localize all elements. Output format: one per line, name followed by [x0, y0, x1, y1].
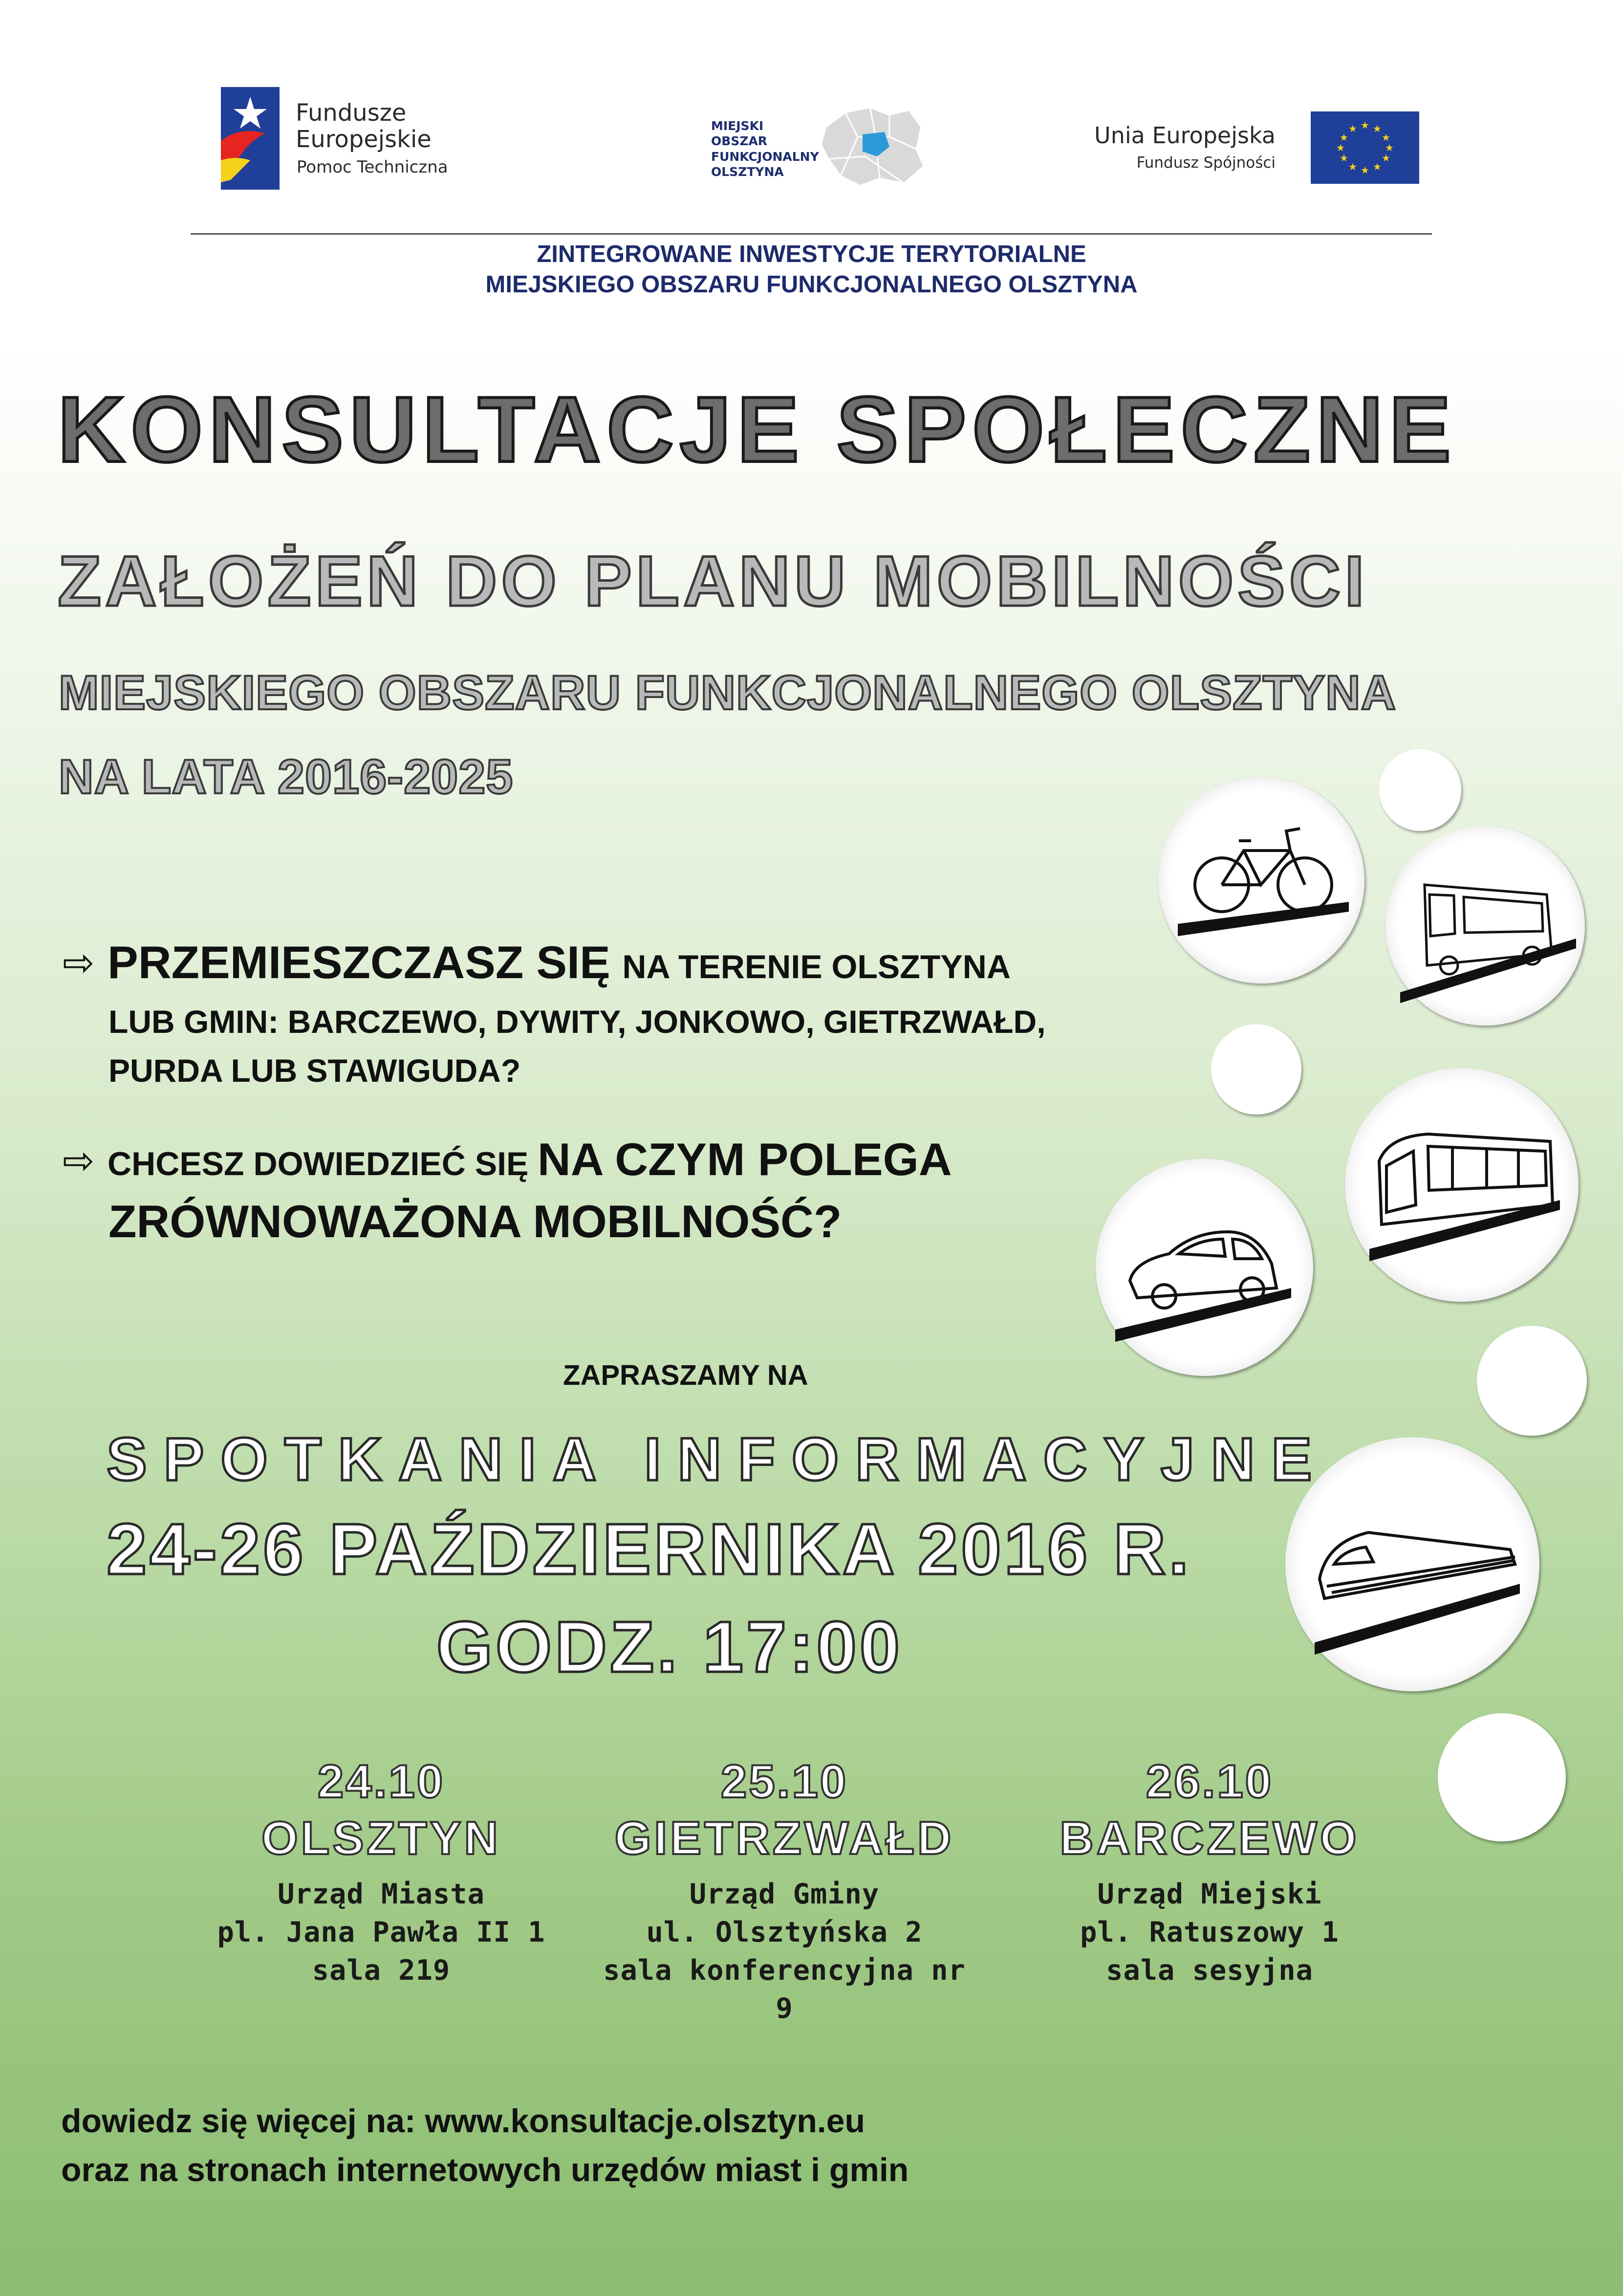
meeting-room: sala konferencyjna nr 9 [603, 1954, 966, 2025]
invite-lead: ZAPRASZAMY NA [563, 1359, 808, 1391]
svg-text:★: ★ [1373, 161, 1382, 173]
mof-olsztyn-logo [706, 83, 941, 215]
footer-website: dowiedz się więcej na: www.konsultacje.olsztyn.eu [61, 2102, 866, 2140]
invite-title: SPOTKANIA INFORMACYJNE [107, 1426, 1329, 1493]
decor-bubble [1477, 1326, 1587, 1436]
ue-name: Unia Europejska [1094, 122, 1276, 149]
meeting-street: pl. Jana Pawła II 1 [217, 1916, 545, 1949]
zit-title-line2: MIEJSKIEGO OBSZARU FUNKCJONALNEGO OLSZTYNA [485, 271, 1138, 298]
train-icon [1285, 1437, 1539, 1691]
meeting-room: sala 219 [312, 1954, 451, 1987]
fe-name-line1: Fundusze [296, 99, 407, 127]
fe-name-line2: Europejskie [296, 125, 432, 153]
meeting-date: 26.10 [1146, 1755, 1274, 1808]
tram-bubble [1345, 1068, 1579, 1302]
svg-text:★: ★ [1373, 123, 1382, 134]
bus-icon [1385, 826, 1585, 1026]
invite-time: GODZ. 17:00 [436, 1607, 903, 1687]
svg-text:★: ★ [1336, 142, 1345, 153]
mof-line2: OBSZAR [711, 134, 768, 149]
zit-title-line1: ZINTEGROWANE INWESTYCJE TERYTORIALNE [537, 241, 1086, 267]
car-icon [1096, 1159, 1313, 1376]
meeting-barczewo [1024, 1755, 1395, 1990]
meeting-city: GIETRZWAŁD [614, 1812, 954, 1864]
meeting-street: pl. Ratuszowy 1 [1080, 1916, 1339, 1949]
decor-bubble [1379, 749, 1461, 831]
meeting-olsztyn [195, 1755, 567, 1990]
meeting-street: ul. Olsztyńska 2 [646, 1916, 923, 1949]
subtitle: ZAŁOŻEŃ DO PLANU MOBILNOŚCI [58, 541, 1368, 621]
meeting-place: Urząd Gminy [689, 1878, 880, 1910]
question2-emphasis: NA CZYM POLEGA [537, 1134, 952, 1185]
main-title: KONSULTACJE SPOŁECZNE [58, 378, 1457, 481]
unia-europejska-logo [1090, 98, 1422, 196]
decor-bubble [1211, 1024, 1301, 1115]
question1-lead: PRZEMIESZCZASZ SIĘ [108, 937, 610, 988]
svg-text:★: ★ [1348, 123, 1357, 134]
arrow-icon: ⇨ [63, 941, 95, 985]
mof-line4: OLSZTYNA [711, 164, 784, 179]
question1-cont: NA TERENIE OLSZTYNA [622, 948, 1011, 985]
meeting-room: sala sesyjna [1106, 1954, 1313, 1987]
meeting-place: Urząd Miasta [278, 1878, 485, 1910]
meeting-place: Urząd Miejski [1097, 1878, 1322, 1910]
fe-flag-icon [221, 87, 280, 190]
mof-line1: MIEJSKI [711, 119, 764, 133]
car-bubble [1096, 1159, 1313, 1376]
ue-fund-name: Fundusz Spójności [1136, 154, 1276, 172]
svg-text:★: ★ [1348, 161, 1357, 173]
meeting-gietrzwald [599, 1755, 970, 2028]
svg-text:★: ★ [1385, 142, 1394, 153]
invite-dates: 24-26 PAŹDZIERNIKA 2016 R. [107, 1509, 1192, 1590]
mof-line3: FUNKCJONALNY [711, 149, 819, 164]
fe-program-name: Pomoc Techniczna [297, 157, 448, 177]
svg-text:★: ★ [1361, 164, 1369, 176]
question2-line2: ZRÓWNOWAŻONA MOBILNOŚĆ? [108, 1196, 842, 1247]
footer-note: oraz na stronach internetowych urzędów miast i gmin [61, 2151, 909, 2188]
question1-line2: LUB GMIN: BARCZEWO, DYWITY, JONKOWO, GIETRZWAŁD, [108, 1004, 1046, 1040]
subtitle-line3: NA LATA 2016-2025 [59, 749, 514, 804]
svg-text:★: ★ [1340, 152, 1348, 164]
bus-bubble [1385, 826, 1585, 1026]
subtitle-line2: MIEJSKIEGO OBSZARU FUNKCJONALNEGO OLSZTYNA [59, 665, 1397, 720]
bicycle-icon [1158, 777, 1364, 984]
meeting-date: 25.10 [720, 1755, 848, 1808]
question2-lead: CHCESZ DOWIEDZIEĆ SIĘ [108, 1145, 529, 1182]
bicycle-bubble [1158, 777, 1364, 984]
header-divider [191, 233, 1432, 235]
question1-line3: PURDA LUB STAWIGUDA? [108, 1052, 521, 1089]
train-bubble [1285, 1437, 1539, 1691]
arrow-icon: ⇨ [63, 1139, 95, 1183]
svg-text:★: ★ [1340, 131, 1348, 143]
svg-text:★: ★ [1382, 131, 1390, 143]
meeting-city: OLSZTYN [261, 1812, 501, 1864]
svg-text:★: ★ [1361, 119, 1369, 131]
eu-flag-icon [1311, 111, 1419, 184]
fundusze-europejskie-logo [195, 64, 469, 210]
tram-icon [1345, 1068, 1579, 1302]
meeting-city: BARCZEWO [1060, 1812, 1360, 1864]
meeting-date: 24.10 [317, 1755, 445, 1808]
svg-text:★: ★ [1382, 152, 1390, 164]
decor-bubble [1438, 1713, 1566, 1841]
region-map-icon [816, 98, 929, 191]
